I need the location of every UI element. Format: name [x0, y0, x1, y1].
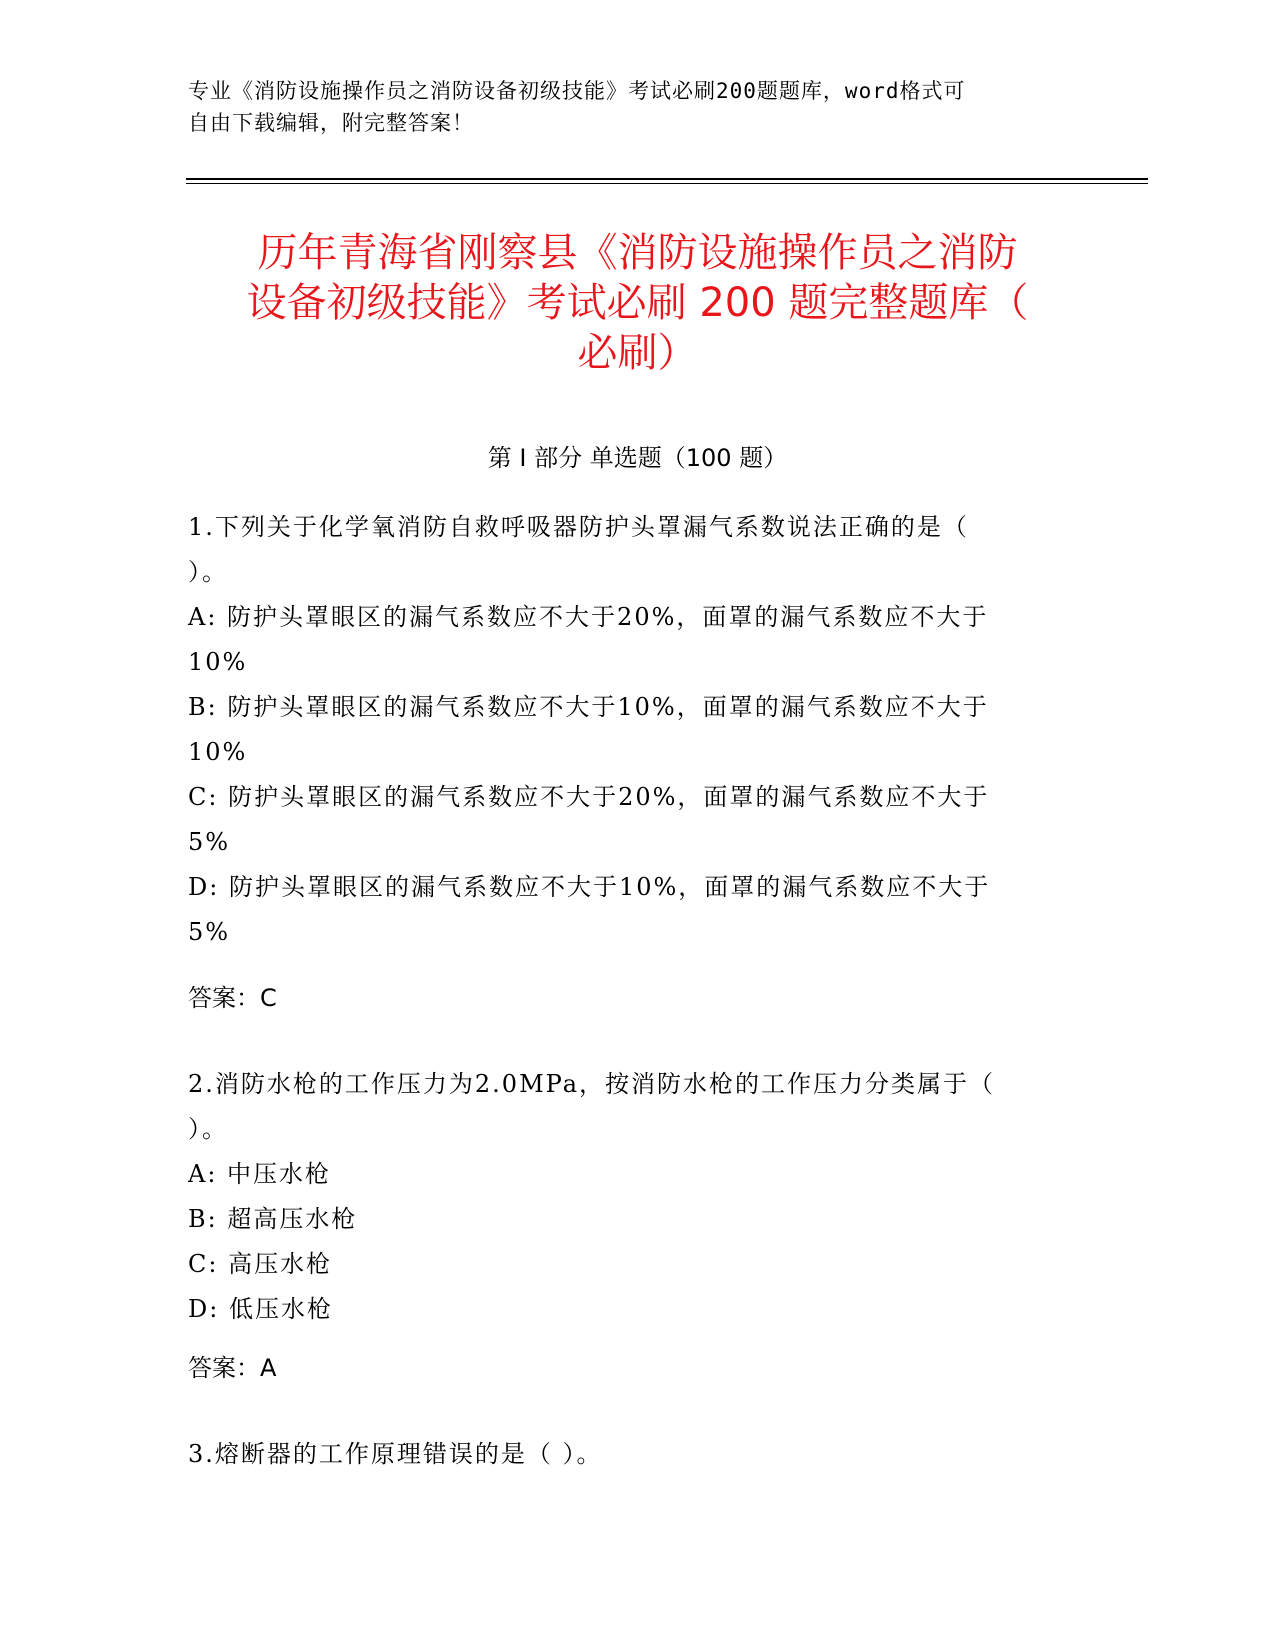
section-heading: 第 I 部分 单选题（100 题）	[487, 444, 788, 472]
question-1-option-d-cont: 5%	[188, 918, 231, 946]
question-2-stem-line-1: 2.消防水枪的工作压力为2.0MPa，按消防水枪的工作压力分类属于（	[188, 1070, 996, 1098]
header-note-line-2: 自由下载编辑，附完整答案！	[188, 111, 474, 135]
question-1-option-c-cont: 5%	[188, 828, 231, 856]
question-1-option-b-cont: 10%	[188, 738, 248, 766]
question-1-option-a-cont: 10%	[188, 648, 248, 676]
question-1-option-b: B: 防护头罩眼区的漏气系数应不大于10%，面罩的漏气系数应不大于	[188, 693, 989, 721]
question-2-option-c: C: 高压水枪	[188, 1250, 333, 1278]
question-1	[188, 505, 990, 955]
header-divider-thin	[186, 183, 1148, 184]
title-line-2: 设备初级技能》考试必刷 200 题完整题库（	[246, 280, 1029, 326]
question-2	[188, 1062, 995, 1332]
document-title	[140, 228, 1135, 378]
header-divider-thick	[186, 178, 1148, 180]
question-2-option-a: A: 中压水枪	[188, 1160, 332, 1188]
title-line-3: 必刷）	[577, 330, 698, 376]
question-1-stem-line-1: 1.下列关于化学氧消防自救呼吸器防护头罩漏气系数说法正确的是（	[188, 513, 969, 541]
question-2-stem-line-2: ）。	[188, 1115, 228, 1143]
question-1-option-d: D: 防护头罩眼区的漏气系数应不大于10%，面罩的漏气系数应不大于	[188, 873, 991, 901]
question-3	[188, 1432, 603, 1477]
question-1-stem-line-2: ）。	[188, 558, 228, 586]
question-2-option-b: B: 超高压水枪	[188, 1205, 358, 1233]
question-2-option-d: D: 低压水枪	[188, 1295, 333, 1323]
question-1-option-a: A: 防护头罩眼区的漏气系数应不大于20%，面罩的漏气系数应不大于	[188, 603, 989, 631]
header-note-line-1: 专业《消防设施操作员之消防设备初级技能》考试必刷200题题库，word格式可	[188, 79, 966, 103]
question-1-option-c: C: 防护头罩眼区的漏气系数应不大于20%，面罩的漏气系数应不大于	[188, 783, 990, 811]
header-note	[188, 75, 1068, 139]
question-3-stem-line-1: 3.熔断器的工作原理错误的是（ ）。	[188, 1440, 603, 1468]
question-2-answer: 答案：A	[188, 1354, 277, 1382]
question-1-answer: 答案：C	[188, 984, 277, 1012]
title-line-1: 历年青海省刚察县《消防设施操作员之消防	[257, 230, 1018, 276]
